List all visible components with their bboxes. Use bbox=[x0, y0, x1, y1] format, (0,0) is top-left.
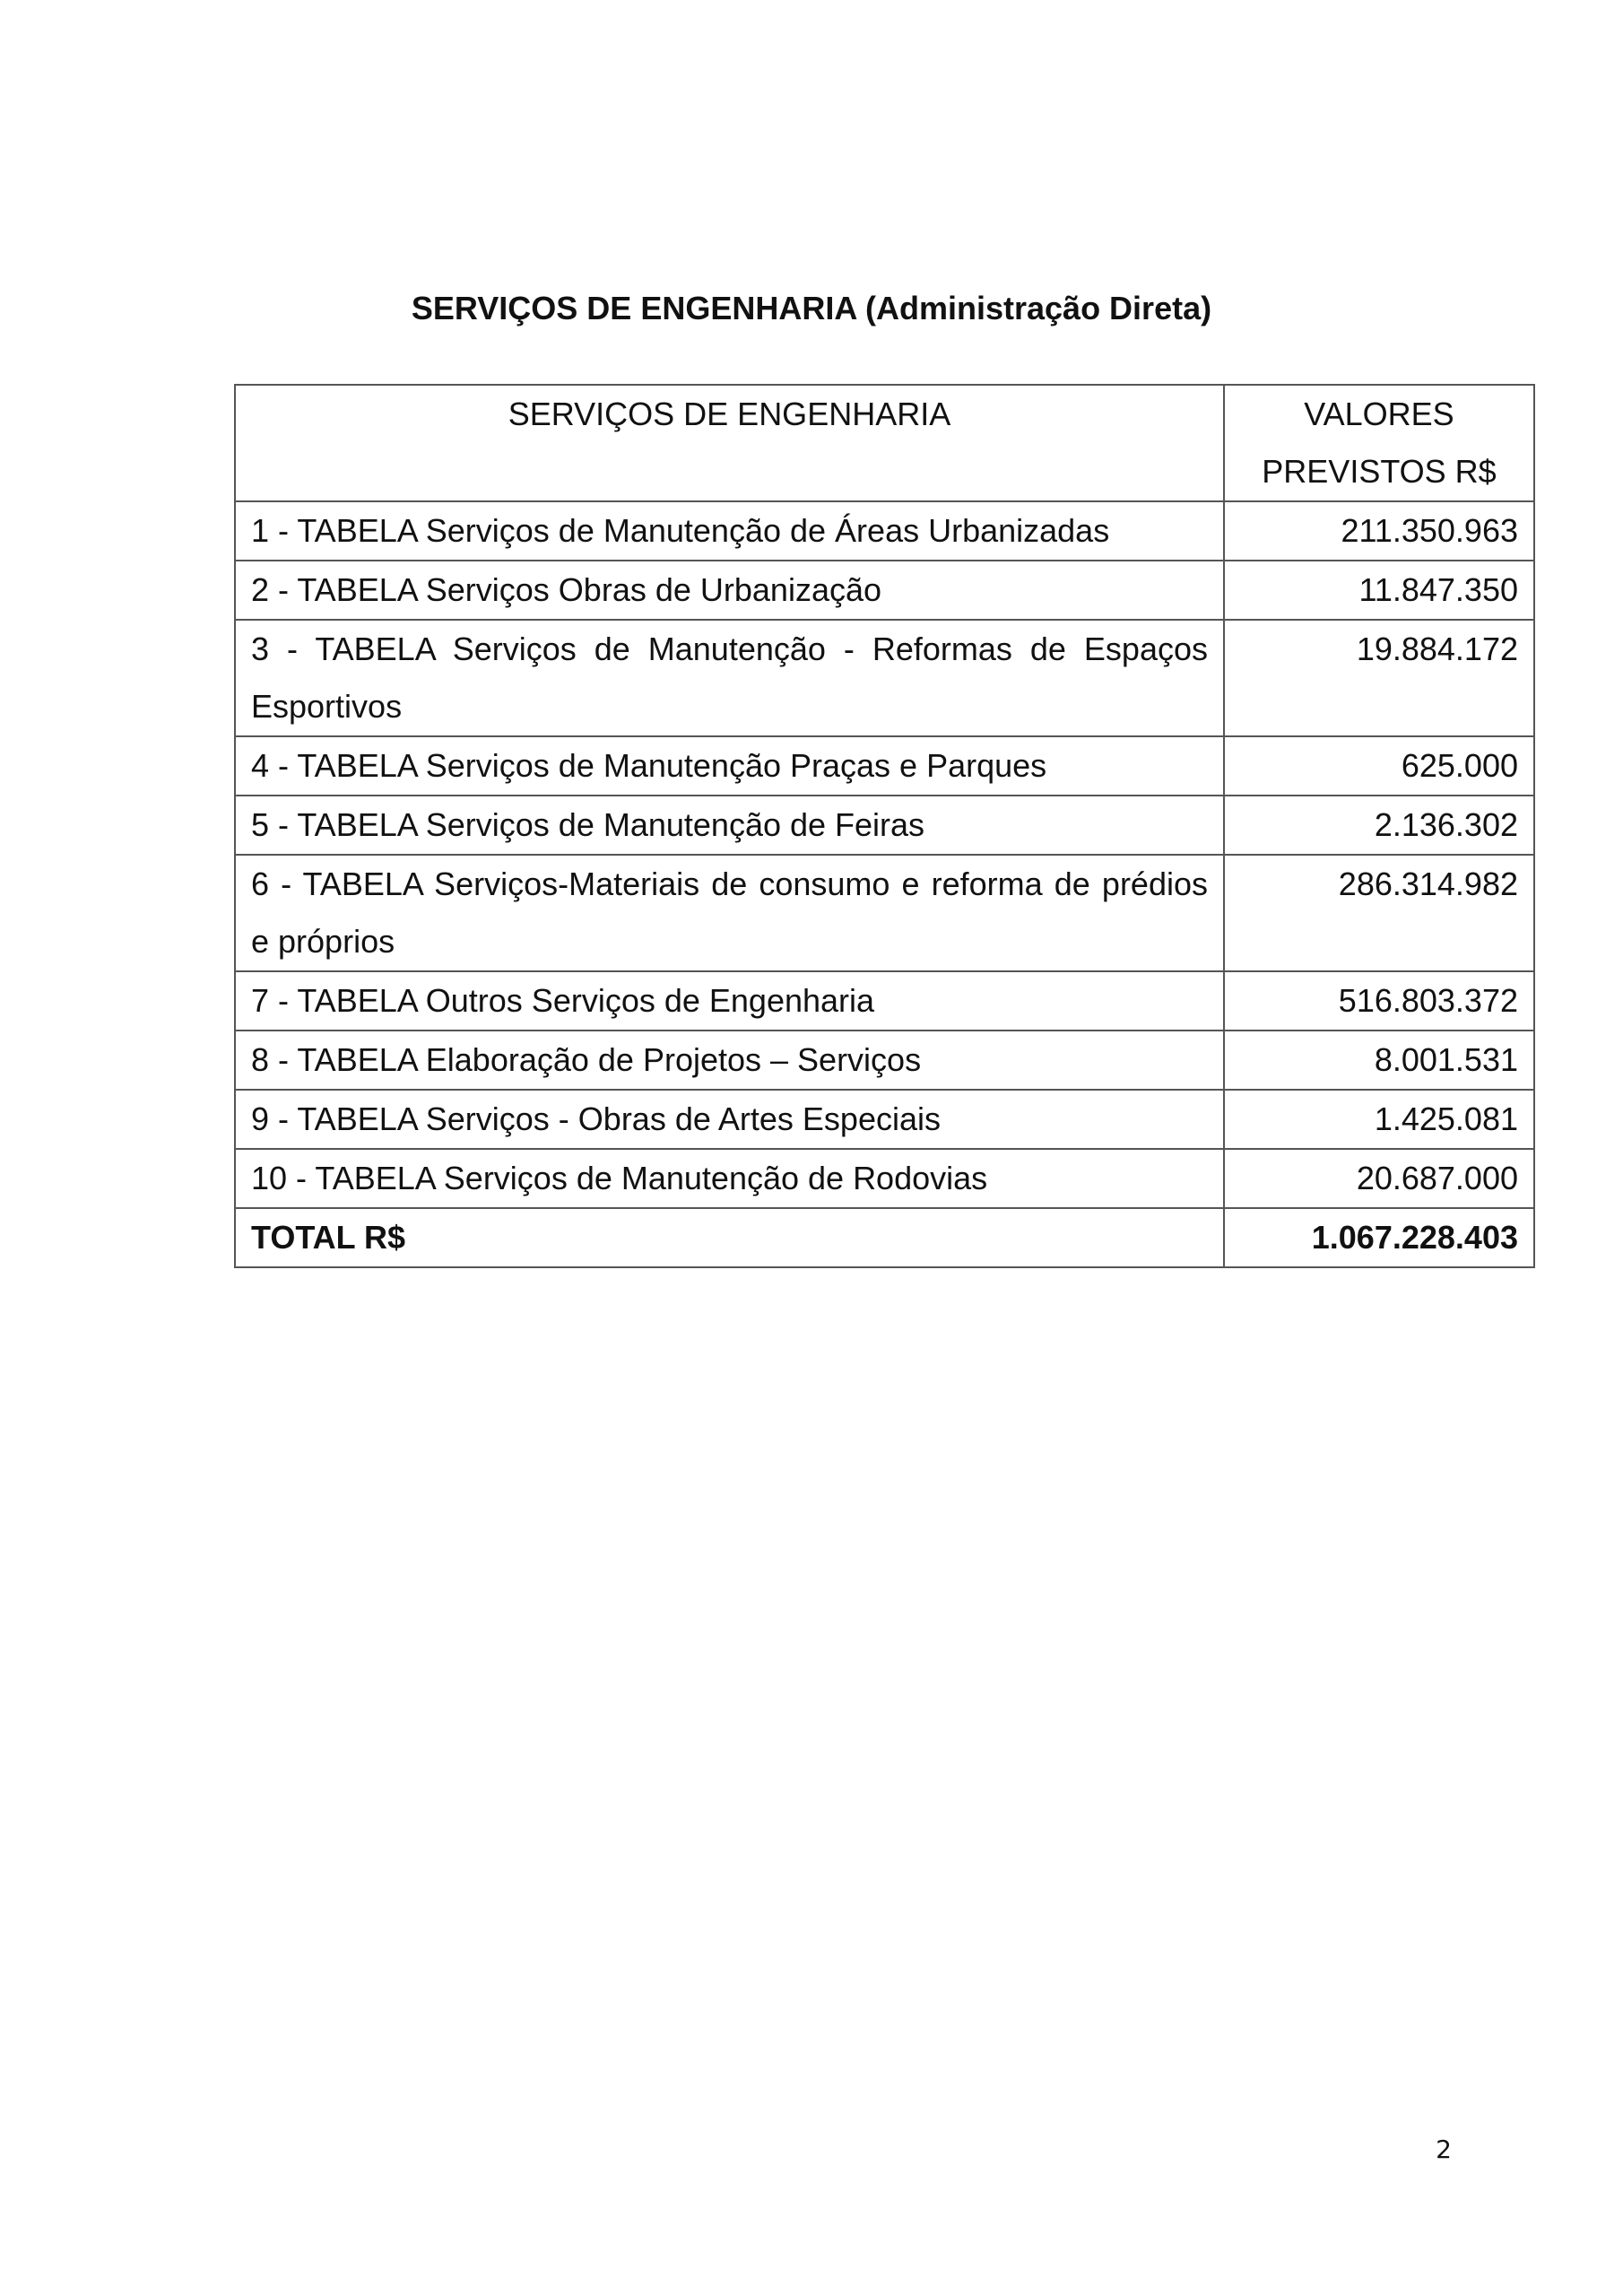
table-row bbox=[235, 736, 1534, 796]
total-row bbox=[235, 1208, 1534, 1267]
row-description: 5 - TABELA Serviços de Manutenção de Feiras bbox=[235, 796, 1224, 855]
table-row bbox=[235, 620, 1534, 736]
row-value: 516.803.372 bbox=[1224, 971, 1534, 1031]
row-value: 1.425.081 bbox=[1224, 1090, 1534, 1149]
table-row bbox=[235, 855, 1534, 971]
header-values-line1: VALORES bbox=[1304, 396, 1454, 432]
row-description: 2 - TABELA Serviços Obras de Urbanização bbox=[235, 561, 1224, 620]
row-description: 7 - TABELA Outros Serviços de Engenharia bbox=[235, 971, 1224, 1031]
page-title: SERVIÇOS DE ENGENHARIA (Administração Direta) bbox=[411, 290, 1212, 326]
row-value: 211.350.963 bbox=[1224, 501, 1534, 561]
row-description: 10 - TABELA Serviços de Manutenção de Rodovias bbox=[235, 1149, 1224, 1208]
row-value: 11.847.350 bbox=[1224, 561, 1534, 620]
header-description: SERVIÇOS DE ENGENHARIA bbox=[235, 385, 1224, 501]
row-description: 6 - TABELA Serviços-Materiais de consumo e reforma de prédios e próprios bbox=[235, 855, 1224, 971]
table-header-row bbox=[235, 385, 1534, 501]
table-row bbox=[235, 1031, 1534, 1090]
row-value: 625.000 bbox=[1224, 736, 1534, 796]
row-description: 9 - TABELA Serviços - Obras de Artes Especiais bbox=[235, 1090, 1224, 1149]
table-row bbox=[235, 1149, 1534, 1208]
row-description: 3 - TABELA Serviços de Manutenção - Reformas de Espaços Esportivos bbox=[235, 620, 1224, 736]
header-values bbox=[1224, 385, 1534, 501]
total-label: TOTAL R$ bbox=[235, 1208, 1224, 1267]
row-value: 20.687.000 bbox=[1224, 1149, 1534, 1208]
table-row bbox=[235, 501, 1534, 561]
row-description: 4 - TABELA Serviços de Manutenção Praças e Parques bbox=[235, 736, 1224, 796]
total-value: 1.067.228.403 bbox=[1224, 1208, 1534, 1267]
table-row bbox=[235, 561, 1534, 620]
table-row bbox=[235, 971, 1534, 1031]
row-value: 2.136.302 bbox=[1224, 796, 1534, 855]
page-number: 2 bbox=[1436, 2135, 1452, 2164]
row-value: 19.884.172 bbox=[1224, 620, 1534, 736]
row-value: 286.314.982 bbox=[1224, 855, 1534, 971]
row-description: 1 - TABELA Serviços de Manutenção de Áreas Urbanizadas bbox=[235, 501, 1224, 561]
header-values-line2: PREVISTOS R$ bbox=[1262, 453, 1497, 490]
row-description: 8 - TABELA Elaboração de Projetos – Serviços bbox=[235, 1031, 1224, 1090]
table-row bbox=[235, 796, 1534, 855]
services-table bbox=[234, 384, 1535, 1268]
row-value: 8.001.531 bbox=[1224, 1031, 1534, 1090]
table-row bbox=[235, 1090, 1534, 1149]
